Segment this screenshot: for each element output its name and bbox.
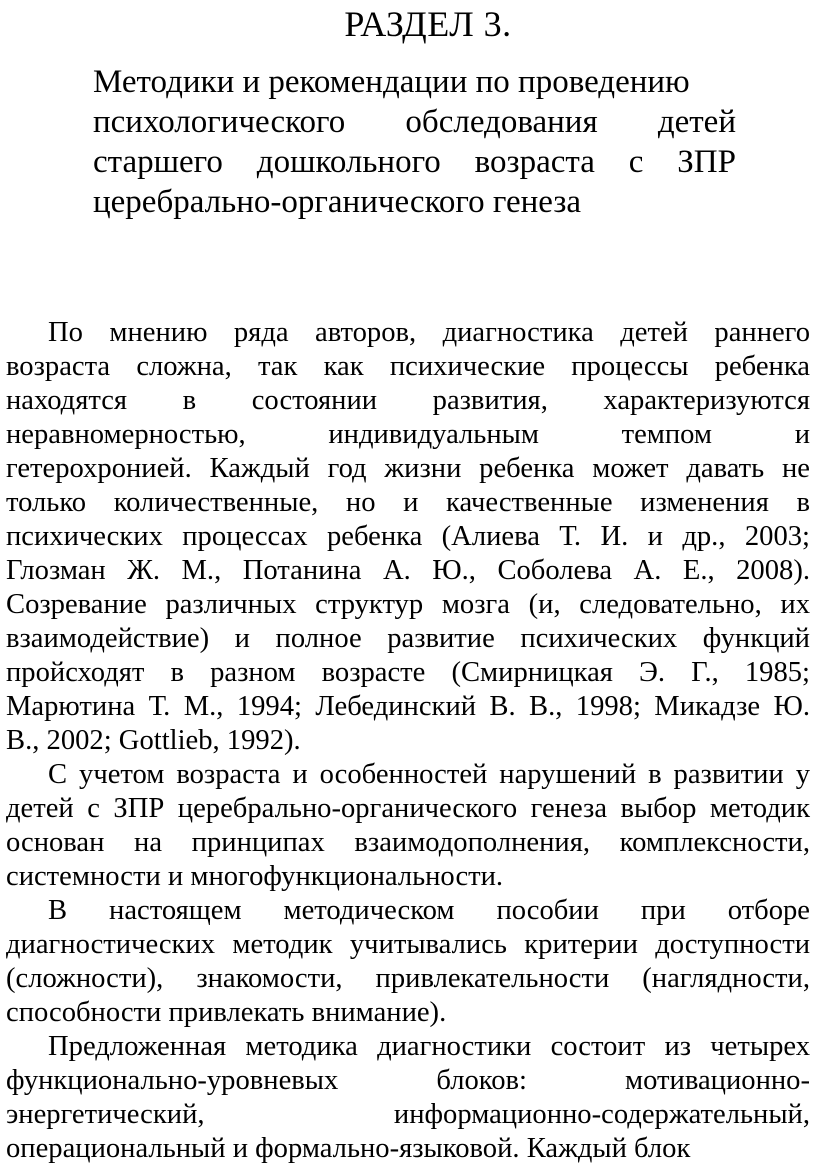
text-line: находятся в состоянии развития, характеризуются <box>6 385 810 416</box>
paragraph-2 <box>6 758 810 894</box>
text-line: По мнению ряда авторов, диагностика детей раннего <box>48 317 810 348</box>
text-line: психических процессах ребенка (Алиева Т. И. и др., 2003; <box>6 521 810 552</box>
text-line: операциональный и формально-языковой. Каждый блок <box>6 1133 691 1164</box>
text-line: В., 2002; Gottlieb, 1992). <box>6 725 301 756</box>
text-line: способности привлекать внимание). <box>6 997 447 1028</box>
text-line: возраста сложна, так как психические процессы ребенка <box>6 351 810 382</box>
text-line: пройсходят в разном возрасте (Смирницкая Э. Г., 1985; <box>6 657 810 688</box>
section-title: РАЗДЕЛ 3. <box>344 4 512 44</box>
text-line: неравномерностью, индивидуальным темпом и <box>6 419 810 450</box>
text-line: детей с ЗПР церебрально-органического генеза выбор методик <box>6 793 810 824</box>
subtitle-line: Методики и рекомендации по проведению <box>93 64 690 100</box>
body-text <box>6 316 810 1166</box>
paragraph-3 <box>6 894 810 1030</box>
text-line: Марютина Т. М., 1994; Лебединский В. В., 1998; Микадзе Ю. <box>6 691 810 722</box>
text-line: основан на принципах взаимодополнения, комплексности, <box>6 827 810 858</box>
text-line: гетерохронией. Каждый год жизни ребенка может давать не <box>6 453 810 484</box>
text-line: энергетический, информационно-содержательный, <box>6 1099 810 1130</box>
text-line: только количественные, но и качественные изменения в <box>6 487 810 518</box>
text-line: функционально-уровневых блоков: мотивационно- <box>6 1065 810 1096</box>
text-line: В настоящем методическом пособии при отборе <box>48 895 810 926</box>
text-line: Глозман Ж. М., Потанина А. Ю., Соболева А. Е., 2008). <box>6 555 810 586</box>
text-line: С учетом возраста и особенностей нарушений в развитии у <box>48 759 810 790</box>
paragraph-1 <box>6 316 810 758</box>
text-line: системности и многофункциональности. <box>6 861 504 892</box>
subtitle-line: психологического обследования детей <box>93 104 736 140</box>
section-subtitle <box>93 62 736 222</box>
subtitle-line: старшего дошкольного возраста с ЗПР <box>93 144 736 180</box>
paragraph-4 <box>6 1030 810 1166</box>
text-line: Созревание различных структур мозга (и, следовательно, их <box>6 589 810 620</box>
text-line: диагностических методик учитывались критерии доступности <box>6 929 810 960</box>
text-line: взаимодействие) и полное развитие психических функций <box>6 623 810 654</box>
text-line: (сложности), знакомости, привлекательности (наглядности, <box>6 963 810 994</box>
text-line: Предложенная методика диагностики состоит из четырех <box>48 1031 810 1062</box>
subtitle-line: церебрально-органического генеза <box>93 184 582 220</box>
